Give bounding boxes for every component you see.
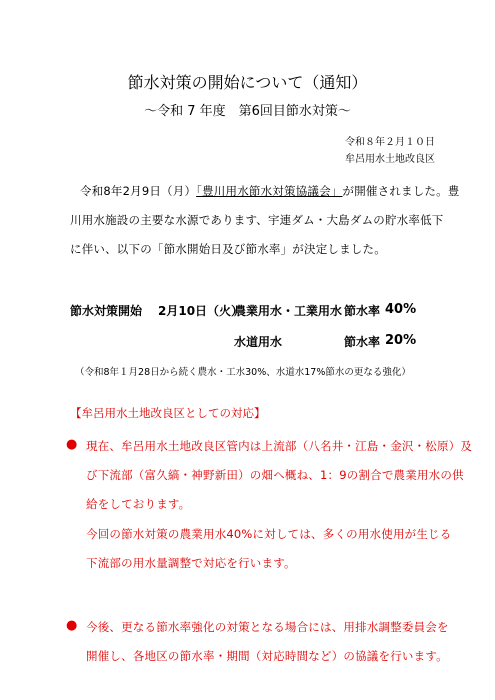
schedule-date: 2月10日（火） [158,304,244,318]
schedule-rate-label-2: 節水率 [344,335,381,349]
schedule-use-water-supply: 水道用水 [234,335,283,349]
section-title: 【牟呂用水土地改良区としての対応】 [70,406,266,420]
item1-line-3: 給をしております。 [86,497,191,511]
intro-line-1-tail: が開催されました。豊 [342,184,460,198]
schedule-note: （令和8年１月28日から続く農水・工水30%、水道水17%節水の更なる強化） [75,367,411,378]
bullet-icon: ● [66,618,78,633]
schedule-rate-1: 40% [385,302,417,317]
schedule-use-agri-industrial: 農業用水・工業用水 [234,304,343,318]
item1-line-4: 今回の節水対策の農業用水40%に対しては、多くの用水使用が生じる [86,527,452,541]
page-subtitle: ～令和 7 年度 第6回目節水対策～ [144,104,351,119]
schedule-rate-label-1: 節水率 [344,304,381,318]
item2-line-1: 今後、更なる節水率強化の対策となる場合には、用排水調整委員会を [86,620,449,634]
item1-line-5: 下流部の用水量調整で対応を行います。 [86,556,296,570]
item2-line-2: 開催し、各地区の節水率・期間（対応時間など）の協議を行います。 [86,649,448,663]
item1-line-2: び下流部（富久縞・神野新田）の畑へ概ね、1：9の割合で農業用水の供 [86,468,464,482]
intro-line-2: 川用水施設の主要な水源であります、宇連ダム・大島ダムの貯水率低下 [70,213,444,227]
intro-line-3: に伴い、以下の「節水開始日及び節水率」が決定しました。 [70,242,386,256]
schedule-rate-2: 20% [385,333,417,348]
intro-line-1 [80,183,460,199]
council-name: 「豊川用水節水対策協議会」 [196,184,343,198]
item1-line-1: 現在、牟呂用水土地改良区管内は上流部（八名井・江島・金沢・松原）及 [86,439,473,453]
intro-date: 令和8年2月9日（月） [80,184,197,198]
issuer-org: 牟呂用水土地改良区 [345,154,435,165]
schedule-label: 節水対策開始 [70,304,143,318]
page-title: 節水対策の開始について（通知） [127,73,368,92]
bullet-icon: ● [66,437,78,452]
issue-date: 令和８年２月１０日 [345,137,435,148]
